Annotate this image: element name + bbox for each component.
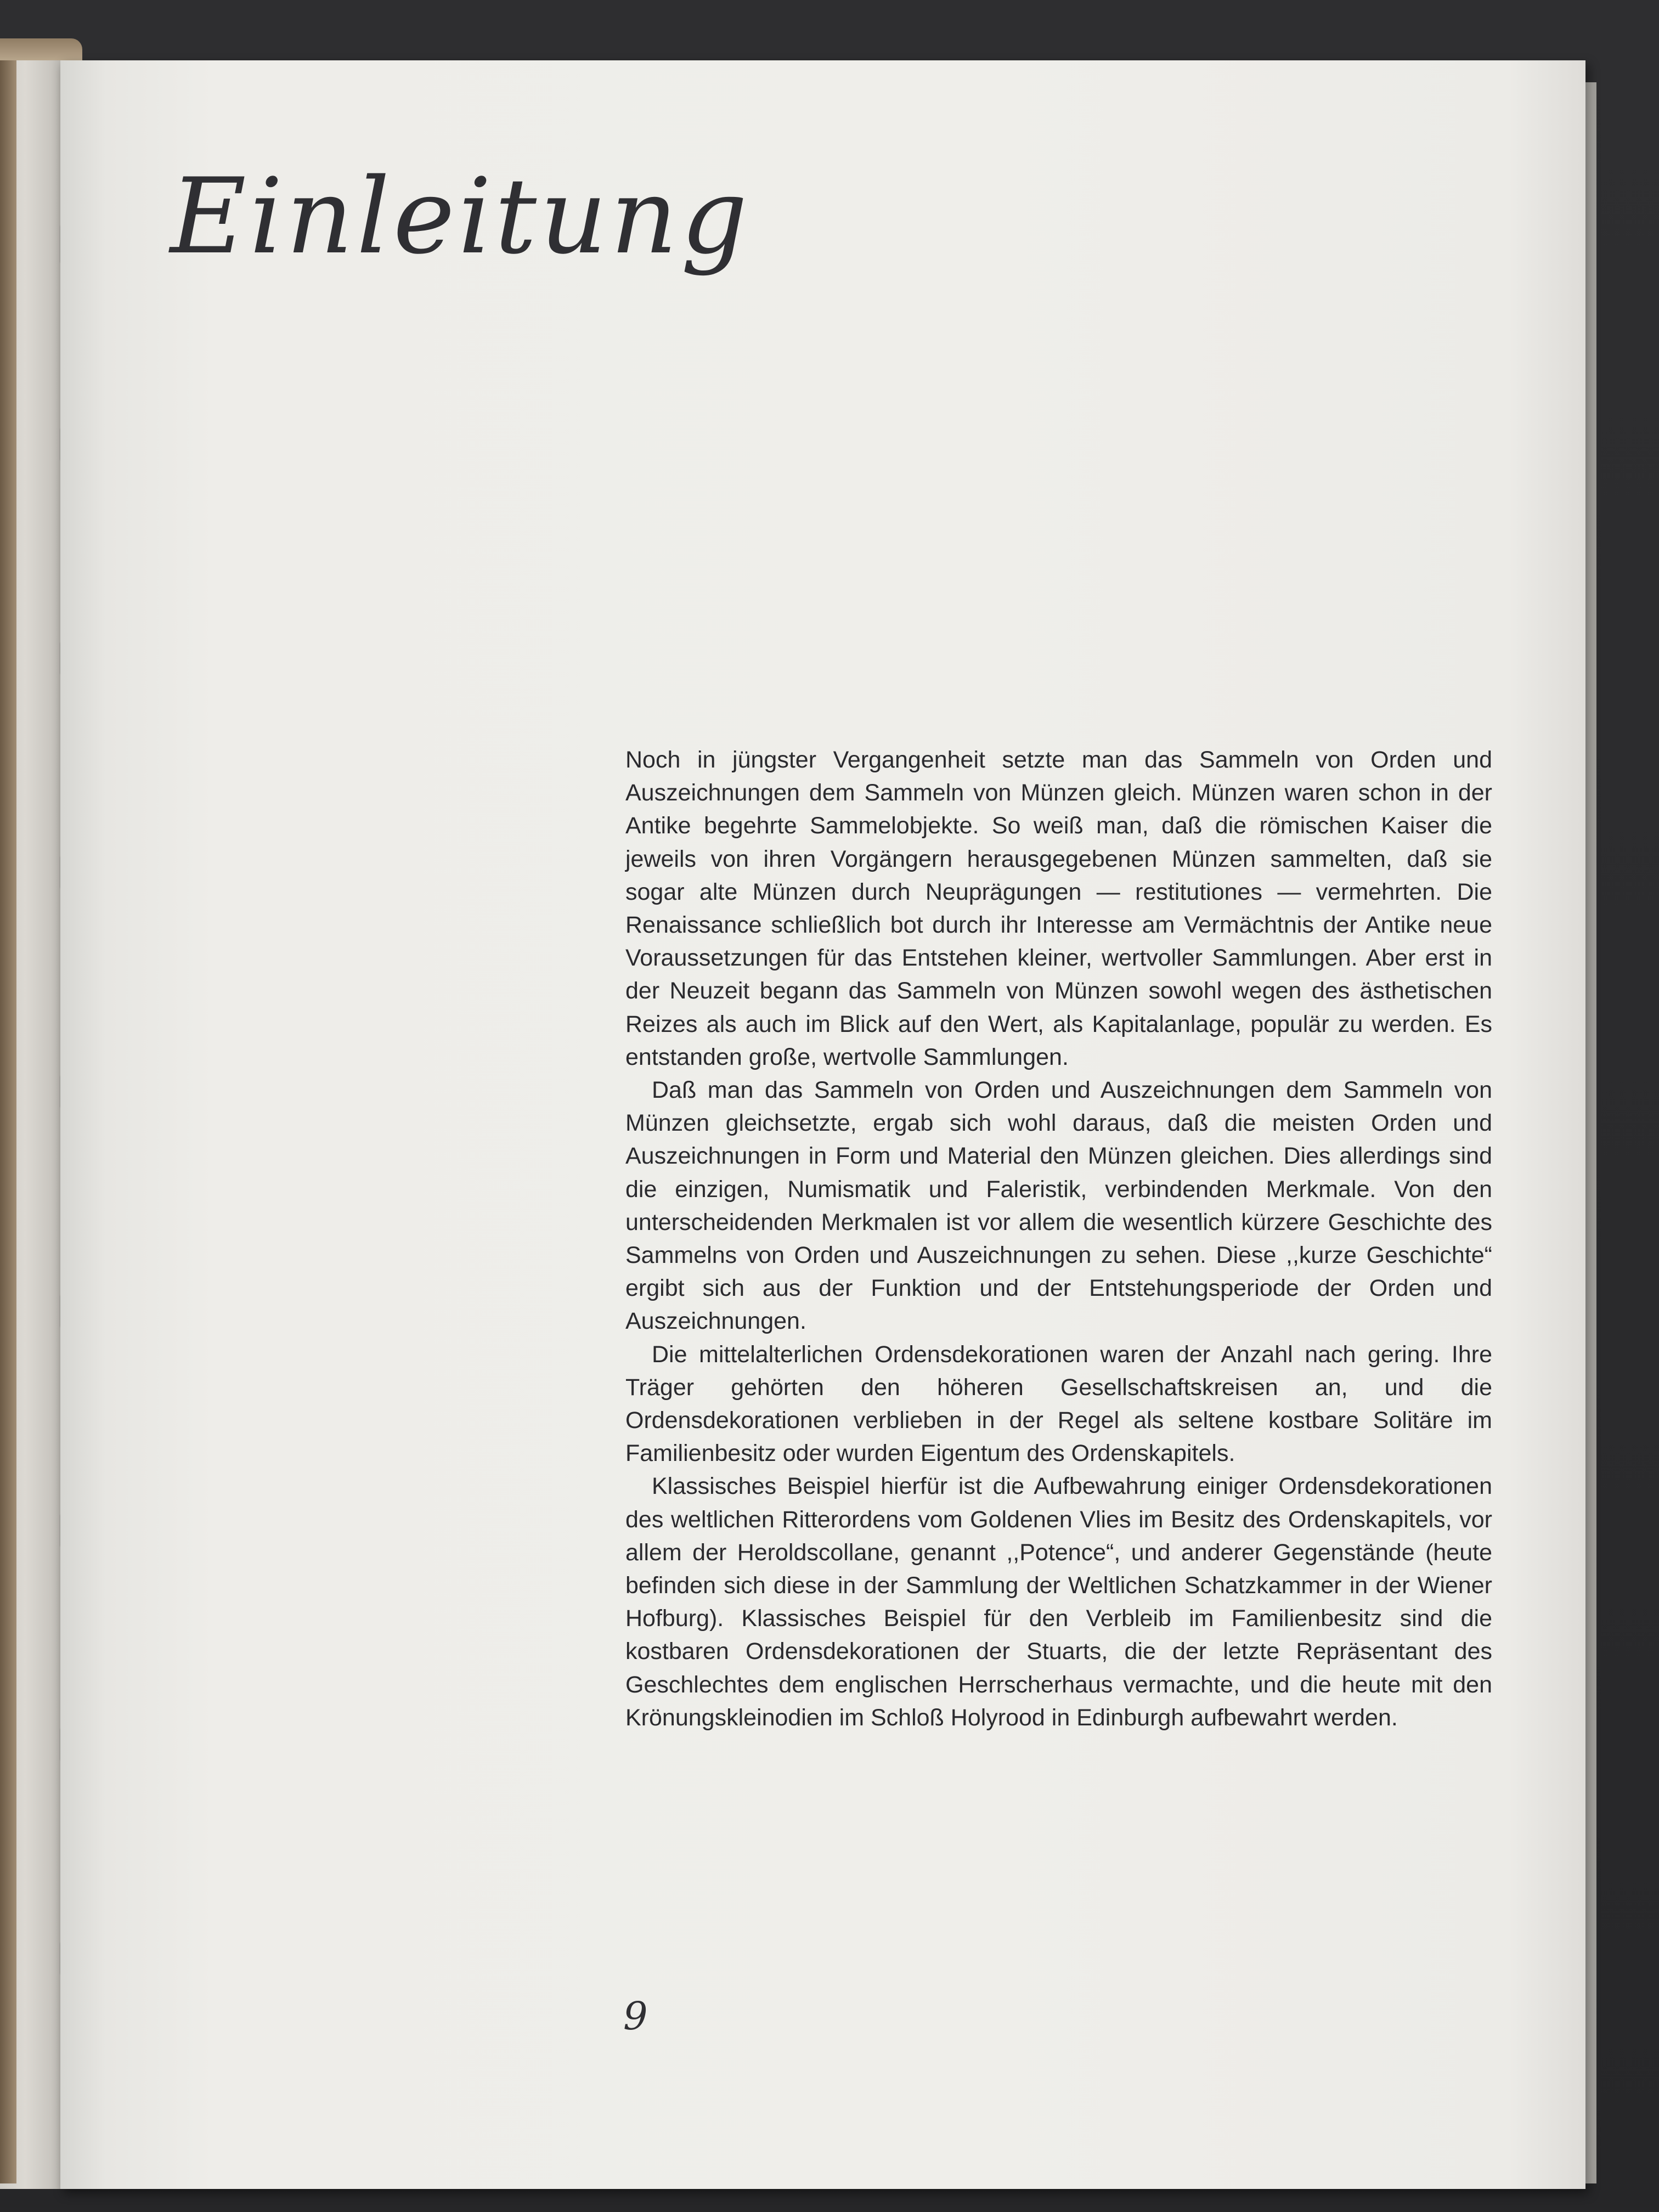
book-binding <box>0 38 82 60</box>
page-stack-edge <box>1584 82 1596 2183</box>
chapter-heading: Einleitung <box>170 156 751 277</box>
paragraph: Daß man das Sammeln von Orden und Auszeichnungen dem Sammeln von Münzen gleichsetzte, ergab sich wohl daraus, daß die meisten Orden und Auszeichnungen in Form und Material den Münzen gleichen. Dies allerdings sind die einzigen, Numismatik und Faleristik, verbindenden Merkmale. Von den unterscheidenden Merkmalen ist vor allem die wesentlich kürzere Geschichte des Sammelns von Orden und Auszeichnungen zu sehen. Diese ,,kurze Geschichte“ ergibt sich aus der Funktion und der Entstehungsperiode der Orden und Auszeichnungen. <box>625 1077 1492 1335</box>
paragraph: Die mittelalterlichen Ordensdekorationen waren der Anzahl nach gering. Ihre Träger gehörten den höheren Gesellschaftskreisen an, und die Ordensdekorationen verblieben in der Regel als seltene kostbare Solitäre im Familienbesitz oder wurden Eigentum des Ordenskapitels. <box>625 1341 1492 1467</box>
page-number: 9 <box>623 1994 648 2039</box>
paragraph: Noch in jüngster Vergangenheit setzte man das Sammeln von Orden und Auszeichnungen dem Sammeln von Münzen gleich. Münzen waren schon in der Antike begehrte Sammelobjekte. So weiß man, daß die römischen Kaiser die jeweils von ihren Vorgängern herausgegebenen Münzen sammelten, daß sie sogar alte Münzen durch Neuprägungen — restitutiones — vermehrten. Die Renaissance schließlich bot durch ihr Interesse am Vermächtnis der Antike neue Voraussetzungen für das Entstehen kleiner, wertvoller Sammlungen. Aber erst in der Neuzeit begann das Sammeln von Münzen sowohl wegen des ästhetischen Reizes als auch im Blick auf den Wert, als Kapitalanlage, populär zu werden. Es entstanden große, wertvolle Sammlungen. <box>625 747 1492 1070</box>
book-cover-edge <box>0 44 16 2183</box>
paragraph: Klassisches Beispiel hierfür ist die Aufbewahrung einiger Ordensdekorationen des weltlichen Ritterordens vom Goldenen Vlies im Besitz des Ordenskapitels, vor allem der Heroldscollane, genannt ,,Potence“, und anderer Gegenstände (heute befinden sich diese in der Sammlung der Weltlichen Schatzkammer in der Wiener Hofburg). Klassisches Beispiel für den Verbleib im Familienbesitz sind die kostbaren Ordensdekorationen der Stuarts, die der letzte Repräsentant des Geschlechtes dem englischen Herrscherhaus vermachte, und die heute mit den Krönungskleinodien im Schloß Holyrood in Edinburgh aufbewahrt werden. <box>625 1473 1492 1731</box>
body-text <box>625 743 1492 1734</box>
